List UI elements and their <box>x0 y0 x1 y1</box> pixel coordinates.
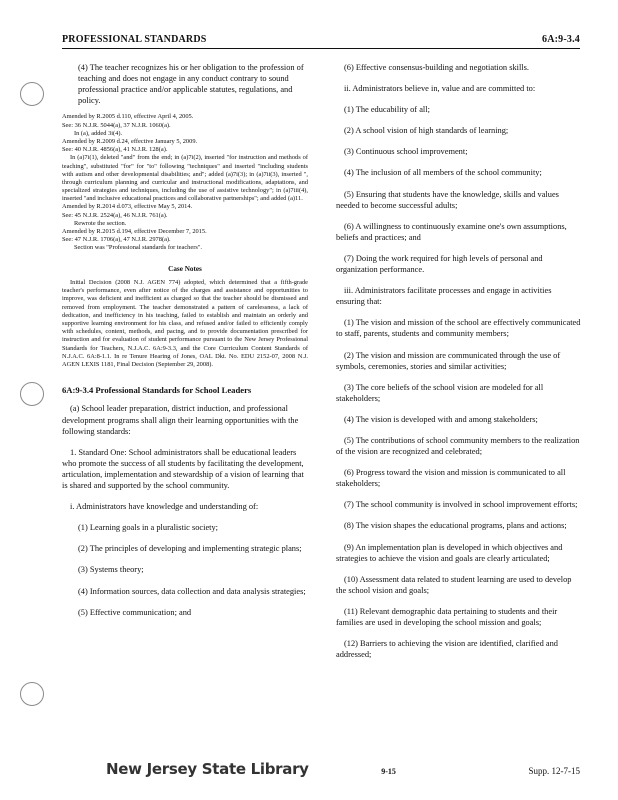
list-item: (2) The vision and mission are communicated through the use of symbols, ceremonies, stories and similar activities; <box>336 350 561 371</box>
header-rule <box>62 48 580 49</box>
punch-hole <box>20 682 44 706</box>
punch-hole <box>20 82 44 106</box>
history-line: Amended by R.2015 d.194, effective December 7, 2015. <box>62 228 207 235</box>
list-item: (8) The vision shapes the educational programs, plans and actions; <box>344 521 567 531</box>
page-number: 9-15 <box>381 767 396 776</box>
supplement-date: Supp. 12-7-15 <box>528 766 580 776</box>
history-line: See: 47 N.J.R. 1706(a), 47 N.J.R. 2978(a). <box>62 236 171 244</box>
subsection-iii: iii. Administrators facilitate processes and engage in activities ensuring that: <box>336 286 552 307</box>
standard-one: 1. Standard One: School administrators shall be educational leaders who promote the success of all students by facilitating the development, articulation, implementation and stewardship of a vision of learning that is shared and supported by the school community. <box>62 447 304 491</box>
history-line: Amended by R.2005 d.110, effective April 4, 2005. <box>62 113 194 121</box>
history-line: Amended by R.2009 d.24, effective January 5, 2009. <box>62 137 198 145</box>
case-notes-heading: Case Notes <box>168 264 202 273</box>
list-item: (3) Continuous school improvement; <box>344 147 468 157</box>
list-item: (5) Ensuring that students have the knowledge, skills and values needed to become successful adults; <box>336 189 559 210</box>
library-stamp: New Jersey State Library <box>106 760 309 778</box>
left-column <box>62 62 308 618</box>
history-line: See: 40 N.J.R. 4856(a), 41 N.J.R. 128(a). <box>62 146 168 154</box>
list-item: (1) The vision and mission of the school are effectively communicated to staff, parents, students and community members; <box>336 318 581 339</box>
right-column <box>336 62 582 660</box>
list-item: (2) The principles of developing and implementing strategic plans; <box>78 544 302 554</box>
history-line: Rewrote the section. <box>74 219 127 227</box>
list-item: (3) The core beliefs of the school vision are modeled for all stakeholders; <box>336 382 544 403</box>
punch-hole <box>20 382 44 406</box>
header-section: 6A:9-3.4 <box>542 34 580 45</box>
case-notes-text: Initial Decision (2008 N.J. AGEN 774) adopted, which determined that a fifth-grade teacher's performance, even after notice of the charges and assistance and opportunities to improve, was deficient and inefficient as charged so that the teacher should be dismissed and removed from employment. The teacher demonstrated a pattern of carelessness, a lack of dedication, and inefficiency in his teaching, failed to establish and maintain an orderly and supportive learning environment for his class, and refused and/or failed to efficiently comply with schedules, content, methods, and pacing, and to provide documentation prescribed for instruction and for evaluation of student performance pursuant to the New Jersey Professional Standards for Teachers, N.J.A.C. 6A:9-3.3, and the Core Curriculum Content Standards of N.J.A.C. 6A:8-1.1. In re Tenure Hearing of Jones, OAL Dkt. No. EDU 2152-07, 2008 N.J. AGEN LEXIS 1181, Final Decision (September 29, 2008). <box>62 279 308 368</box>
list-item: (12) Barriers to achieving the vision are identified, clarified and addressed; <box>336 639 558 660</box>
history-line: See: 45 N.J.R. 2524(a), 46 N.J.R. 761(a). <box>62 211 168 219</box>
subsection-ii: ii. Administrators believe in, value and are committed to: <box>344 84 536 94</box>
list-item: (4) The vision is developed with and among stakeholders; <box>344 414 538 424</box>
paragraph-item6: (6) Effective consensus-building and negotiation skills. <box>344 63 529 72</box>
list-item: (9) An implementation plan is developed in which objectives and strategies to achieve the vision and goals are clearly articulated; <box>336 542 563 563</box>
list-item: (5) Effective communication; and <box>78 607 192 617</box>
list-item: (6) Progress toward the vision and mission is communicated to all stakeholders; <box>336 468 566 489</box>
paragraph-a: (a) School leader preparation, district induction, and professional development programs shall align their learning opportunities with the following standards: <box>62 404 299 436</box>
list-item: (6) A willingness to continuously examine one's own assumptions, beliefs and practices; and <box>336 221 567 242</box>
list-item: (7) The school community is involved in school improvement efforts; <box>344 500 578 510</box>
history-line: See: 36 N.J.R. 5044(a), 37 N.J.R. 1060(a). <box>62 121 171 129</box>
list-item: (4) The inclusion of all members of the school community; <box>344 168 542 178</box>
list-item: (11) Relevant demographic data pertaining to students and their families are used in developing the school mission and goals; <box>336 606 558 627</box>
history-notes <box>62 113 308 252</box>
list-item: (4) Information sources, data collection and data analysis strategies; <box>78 586 306 596</box>
list-item: (5) The contributions of school community members to the realization of the vision are recognized and celebrated; <box>336 435 580 457</box>
history-line: In (a)7i(1), deleted "and" from the end; in (a)7i(2), inserted "for instruction and methods of teaching", substituted "for" for "to" following "techniques" and inserted "including students with autism and other developmental disabilities; and"; added (a)7i(3); in (a)7ii(3), inserted ", through curriculum planning and curricular and instructional modifications, adaptations, and specialized strategies and techniques, including the use of assistive technology"; in (a)7iii(4), inserted "and inclusive educational practices and collaborative partnerships"; and added (a)11. <box>62 154 308 203</box>
header-title: PROFESSIONAL STANDARDS <box>62 34 207 45</box>
history-line: Section was "Professional standards for teachers". <box>74 244 203 252</box>
list-item: (10) Assessment data related to student learning are used to develop the school vision and goals; <box>336 574 572 595</box>
list-item: (2) A school vision of high standards of learning; <box>344 126 509 136</box>
history-line: Amended by R.2014 d.073, effective May 5, 2014. <box>62 203 193 211</box>
list-item: (7) Doing the work required for high levels of personal and organization performance. <box>336 253 543 275</box>
paragraph-item4: (4) The teacher recognizes his or her obligation to the profession of teaching and does not engage in any conduct contrary to sound professional practice and/or applicable statutes, regulations, and policy. <box>78 63 304 106</box>
section-heading: 6A:9-3.4 Professional Standards for School Leaders <box>62 385 252 396</box>
list-item: (1) Learning goals in a pluralistic society; <box>78 523 219 533</box>
list-item: (3) Systems theory; <box>78 565 144 575</box>
page-footer <box>62 760 580 778</box>
running-header <box>62 34 580 45</box>
history-line: In (a), added 3i(4). <box>74 129 123 137</box>
list-item: (1) The educability of all; <box>344 105 430 115</box>
subsection-i: i. Administrators have knowledge and understanding of: <box>70 502 259 512</box>
